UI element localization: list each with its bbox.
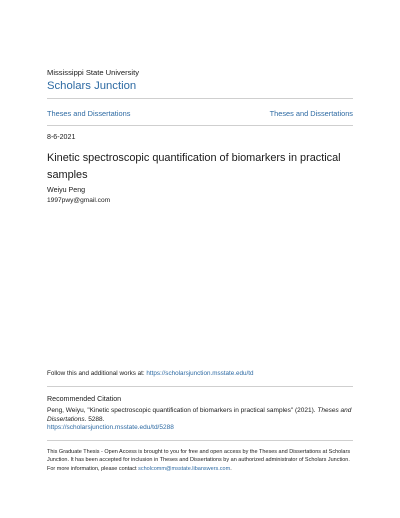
- divider: [47, 125, 353, 126]
- follow-link[interactable]: https://scholarsjunction.msstate.edu/td: [146, 370, 254, 377]
- citation-link[interactable]: https://scholarsjunction.msstate.edu/td/5288: [47, 424, 174, 431]
- author-email: 1997pwy@gmail.com: [47, 197, 111, 204]
- divider: [47, 440, 353, 441]
- document-title: Kinetic spectroscopic quantification of biomarkers in practical samples: [47, 152, 341, 181]
- access-notice: [47, 448, 357, 473]
- citation-number: . 5288.: [84, 416, 105, 423]
- notice-text: This Graduate Thesis - Open Access is brought to you for free and open access by the Theses and Dissertations at Scholars Junction. It has been accepted for inclusion in Theses and Dissertations by an authorized administrator of Scholars Junction. For more information, please contact: [47, 449, 351, 472]
- collection-link-right[interactable]: Theses and Dissertations: [269, 109, 353, 118]
- collection-link-left[interactable]: Theses and Dissertations: [47, 109, 131, 118]
- repository-link[interactable]: Scholars Junction: [47, 80, 137, 92]
- divider: [47, 386, 353, 387]
- notice-end: .: [230, 465, 232, 472]
- follow-text: Follow this and additional works at:: [47, 370, 147, 377]
- publication-date: 8-6-2021: [47, 133, 76, 141]
- citation-body: Peng, Weiyu, "Kinetic spectroscopic quantification of biomarkers in practical samples" (2021).: [47, 407, 318, 414]
- divider: [47, 98, 353, 99]
- citation-series: Theses and Dissertations: [47, 407, 352, 423]
- follow-line: [47, 370, 254, 377]
- citation-text: [47, 406, 357, 424]
- contact-email-link[interactable]: scholcomm@msstate.libanswers.com: [138, 465, 231, 472]
- author-name: Weiyu Peng: [47, 186, 86, 194]
- recommended-citation-heading: Recommended Citation: [47, 395, 122, 403]
- university-name: Mississippi State University: [47, 68, 139, 77]
